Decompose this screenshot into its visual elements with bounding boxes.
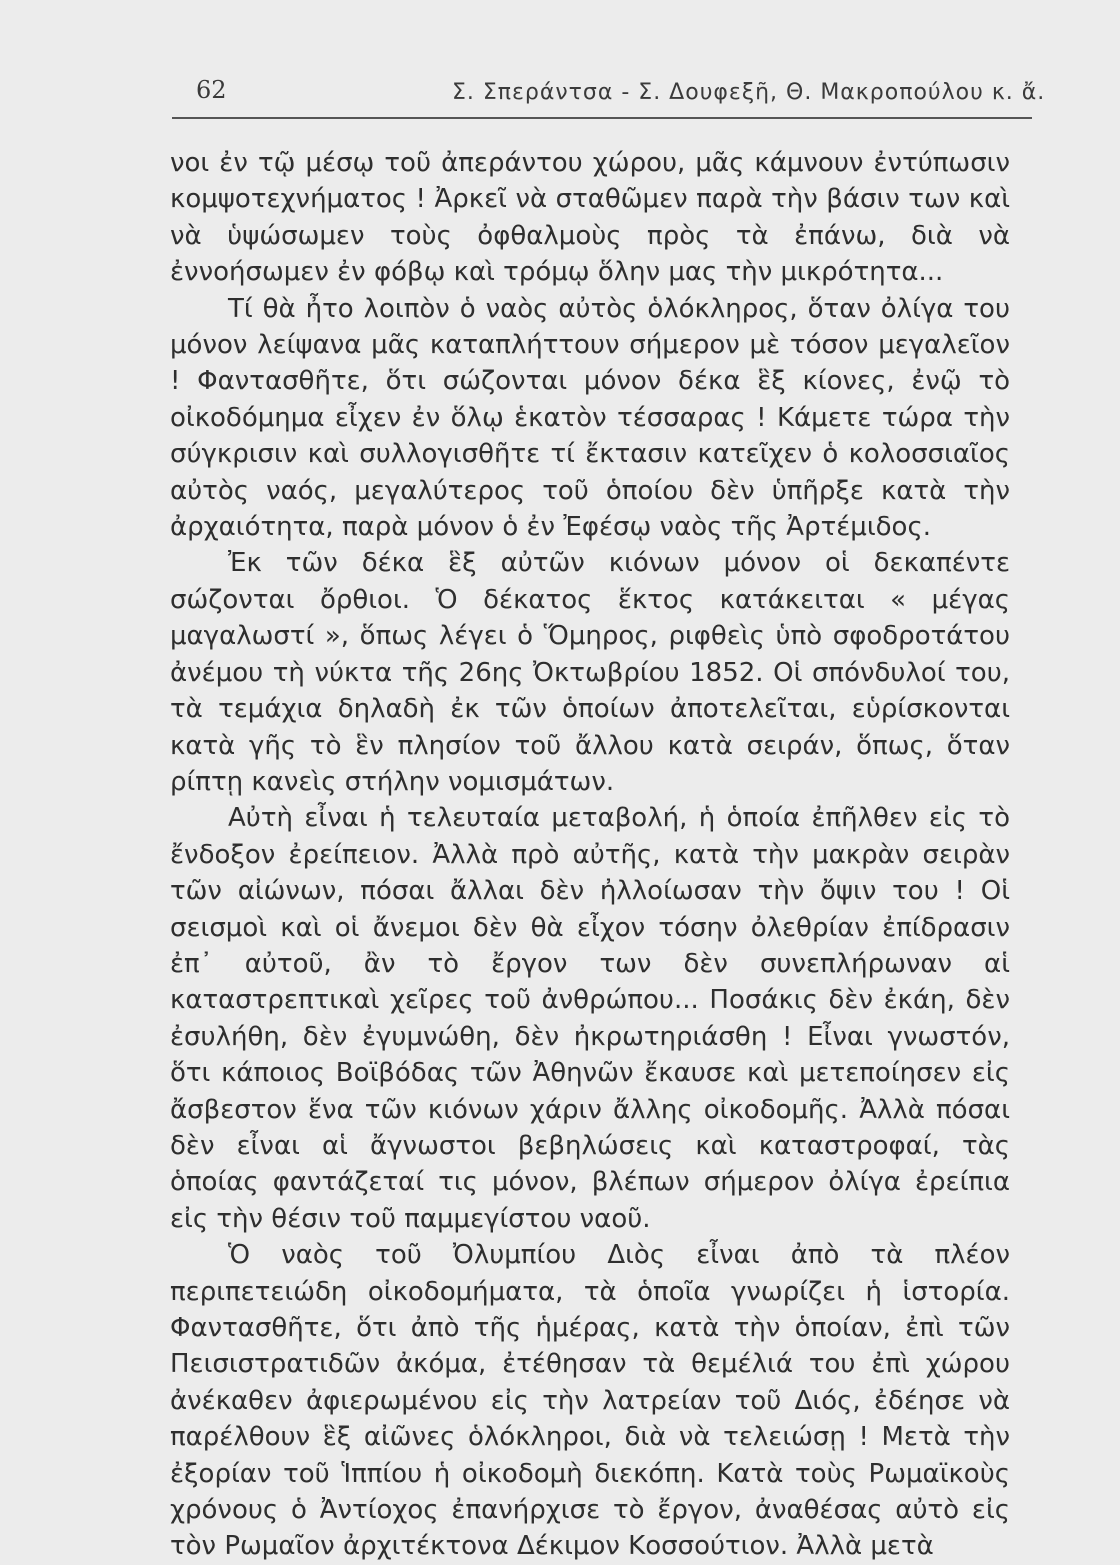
paragraph: Ἐκ τῶν δέκα ἓξ αὐτῶν κιόνων μόνον οἱ δεκαπέντε σώζονται ὄρθιοι. Ὁ δέκατος ἕκτος κατάκειται « μέγας μαγαλωστί », ὅπως λέγει ὁ Ὅμηρος, ριφθεὶς ὑπὸ σφοδροτάτου ἀνέμου τὴ νύκτα τῆς 26ης Ὀκτωβρίου 1852. Οἱ σπόνδυλοί του, τὰ τεμάχια δηλαδὴ ἐκ τῶν ὁποίων ἀποτελεῖται, εὑρίσκονται κατὰ γῆς τὸ ἓν πλησίον τοῦ ἄλλου κατὰ σειράν, ὅπως, ὅταν ρίπτῃ κανεὶς στήλην νομισμάτων. — [170, 548, 1010, 797]
running-head — [172, 72, 1046, 116]
header-rule — [172, 117, 1032, 119]
running-title: Σ. Σπεράντσα - Σ. Δουφεξῆ, Θ. Μακροπούλου κ. ἄ. — [452, 80, 1046, 105]
paragraph: Ὁ ναὸς τοῦ Ὀλυμπίου Διὸς εἶναι ἀπὸ τὰ πλέον περιπετειώδη οἰκοδομήματα, τὰ ὁποῖα γνωρίζει ἡ ἱστορία. Φαντασθῆτε, ὅτι ἀπὸ τῆς ἡμέρας, κατὰ τὴν ὁποίαν, ἐπὶ τῶν Πεισιστρατιδῶν ἀκόμα, ἐτέθησαν τὰ θεμέλιά του ἐπὶ χώρου ἀνέκαθεν ἀφιερωμένου εἰς τὴν λατρείαν τοῦ Διός, ἐδέησε νὰ παρέλθουν ἓξ αἰῶνες ὁλόκληροι, διὰ νὰ τελειώσῃ ! Μετὰ τὴν ἐξορίαν τοῦ Ἱππίου ἡ οἰκοδομὴ διεκόπη. Κατὰ τοὺς Ρωμαϊκοὺς χρόνους ὁ Ἀντίοχος ἐπανήρχισε τὸ ἔργον, ἀναθέσας αὐτὸ εἰς τὸν Ρωμαῖον ἀρχιτέκτονα Δέκιμον Κοσσούτιον. Ἀλλὰ μετὰ — [170, 1240, 1010, 1562]
page-number: 62 — [196, 76, 227, 104]
paragraph: Τί θὰ ἦτο λοιπὸν ὁ ναὸς αὐτὸς ὁλόκληρος, ὅταν ὀλίγα του μόνον λείψανα μᾶς καταπλήττουν σήμερον μὲ τόσον μεγαλεῖον ! Φαντασθῆτε, ὅτι σώζονται μόνον δέκα ἓξ κίονες, ἐνῷ τὸ οἰκοδόμημα εἶχεν ἐν ὅλῳ ἑκατὸν τέσσαρας ! Κάμετε τώρα τὴν σύγκρισιν καὶ συλλογισθῆτε τί ἔκτασιν κατεῖχεν ὁ κολοσσιαῖος αὐτὸς ναός, μεγαλύτερος τοῦ ὁποίου δὲν ὑπῆρξε κατὰ τὴν ἀρχαιότητα, παρὰ μόνον ὁ ἐν Ἐφέσῳ ναὸς τῆς Ἀρτέμιδος. — [170, 293, 1010, 543]
paragraph: Αὐτὴ εἶναι ἡ τελευταία μεταβολή, ἡ ὁποία ἐπῆλθεν εἰς τὸ ἔνδοξον ἐρείπειον. Ἀλλὰ πρὸ αὐτῆς, κατὰ τὴν μακρὰν σειρὰν τῶν αἰώνων, πόσαι ἄλλαι δὲν ἠλλοίωσαν τὴν ὄψιν του ! Οἱ σεισμοὶ καὶ οἱ ἄνεμοι δὲν θὰ εἶχον τόσην ὀλεθρίαν ἐπίδρασιν ἐπ᾽ αὐτοῦ, ἂν τὸ ἔργον των δὲν συνεπλήρωναν αἱ καταστρεπτικαὶ χεῖρες τοῦ ἀνθρώπου... Ποσάκις δὲν ἐκάη, δὲν ἐσυλήθη, δὲν ἐγυμνώθη, δὲν ἠκρωτηριάσθη ! Εἶναι γνωστόν, ὅτι κάποιος Βοϊβόδας τῶν Ἀθηνῶν ἔκαυσε καὶ μετεποίησεν εἰς ἄσβεστον ἕνα τῶν κιόνων χάριν ἄλλης οἰκοδομῆς. Ἀλλὰ πόσαι δὲν εἶναι αἱ ἄγνωστοι βεβηλώσεις καὶ καταστροφαί, τὰς ὁποίας φαντάζεταί τις μόνον, βλέπων σήμερον ὀλίγα ἐρείπια εἰς τὴν θέσιν τοῦ παμμεγίστου ναοῦ. — [170, 803, 1010, 1234]
body-text — [170, 145, 1010, 1565]
paragraph-continued: νοι ἐν τῷ μέσῳ τοῦ ἀπεράντου χώρου, μᾶς κάμνουν ἐντύπωσιν κομψοτεχνήματος ! Ἀρκεῖ νὰ σταθῶμεν παρὰ τὴν βάσιν των καὶ νὰ ὑψώσωμεν τοὺς ὀφθαλμοὺς πρὸς τὰ ἐπάνω, διὰ νὰ ἐννοήσωμεν ἐν φόβῳ καὶ τρόμῳ ὅλην μας τὴν μικρότητα... — [170, 148, 1010, 288]
